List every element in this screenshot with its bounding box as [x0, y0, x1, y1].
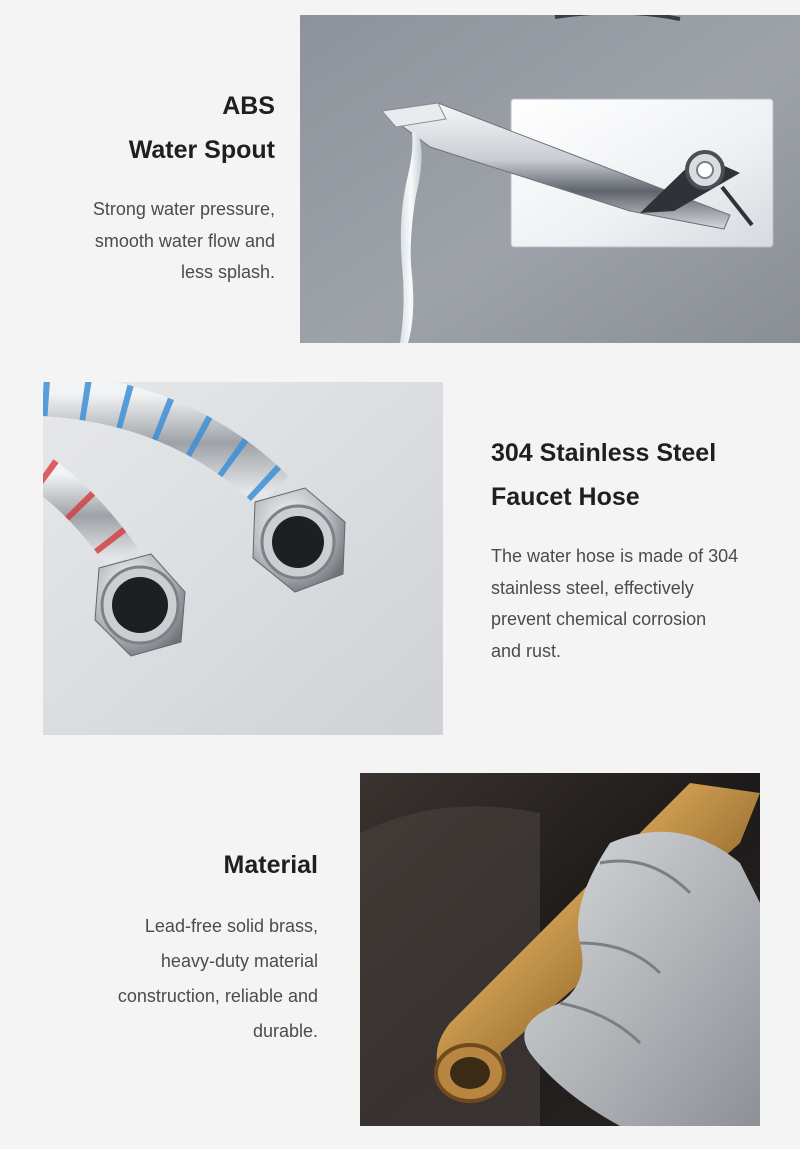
brass-spout-illustration: [360, 773, 760, 1126]
braided-hose-illustration: [43, 382, 443, 735]
section-desc-line: durable.: [252, 1021, 318, 1041]
section-title-line1: ABS: [222, 92, 275, 120]
spout-product-image: [300, 15, 800, 343]
section-title-line2: Water Spout: [128, 136, 275, 164]
section-desc-line: construction, reliable and: [117, 986, 318, 1006]
section-desc-line: Strong water pressure,: [92, 199, 275, 219]
section-desc-line: prevent chemical corrosion: [491, 609, 707, 629]
section-hose-text: [491, 431, 781, 667]
section-title-line1: 304 Stainless Steel: [491, 439, 717, 467]
section-desc-line: smooth water flow and: [94, 230, 275, 251]
section-desc-line: stainless steel, effectively: [491, 577, 694, 598]
brass-product-image: [360, 773, 760, 1126]
section-desc-line: Lead-free solid brass,: [144, 916, 318, 936]
section-desc-line: less splash.: [180, 262, 275, 282]
section-desc-line: The water hose is made of 304: [491, 546, 739, 566]
hose-product-image: [43, 382, 443, 735]
section-title-line1: Material: [223, 851, 318, 879]
section-desc-line: heavy-duty material: [160, 951, 318, 971]
section-desc-line: and rust.: [491, 640, 562, 661]
section-material-text: [40, 843, 318, 1049]
chrome-faucet-illustration: [300, 15, 800, 343]
section-title-line2: Faucet Hose: [491, 483, 640, 511]
section-abs-spout-text: [40, 84, 275, 289]
